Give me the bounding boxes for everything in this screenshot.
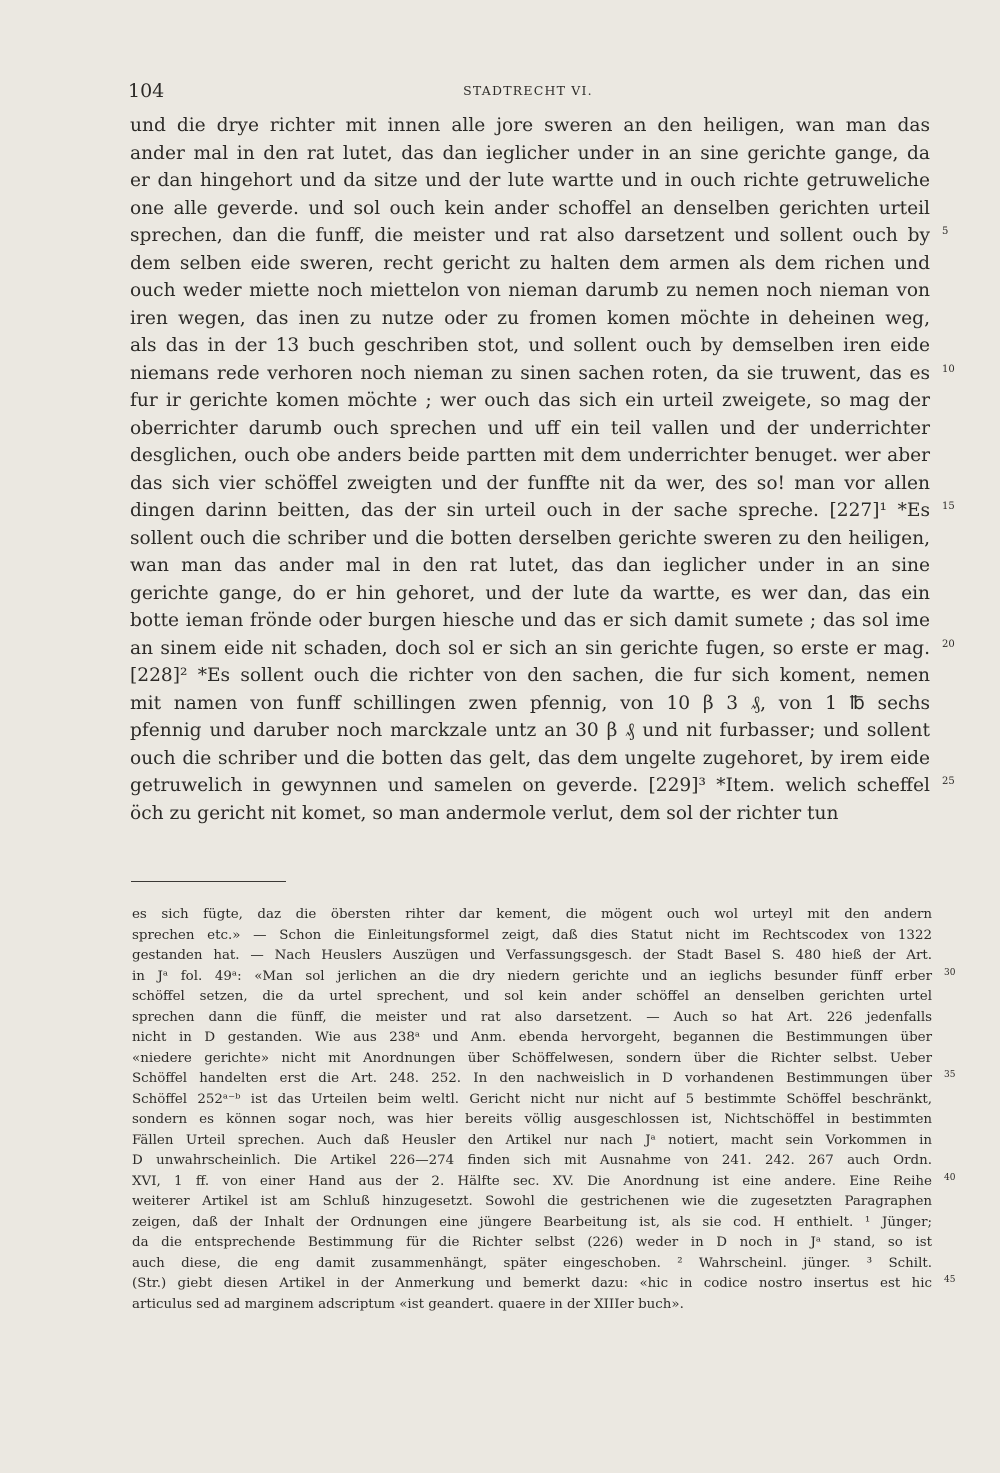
body-line <box>130 167 930 195</box>
body-line-text: ouch die schriber und die botten das gelt, das dem ungelte zugehoret, by irem eide <box>130 747 930 769</box>
body-line <box>130 662 930 690</box>
footnote-line <box>132 1274 956 1295</box>
body-line <box>130 305 930 333</box>
footnote-line-text: sprechen dann die fünff, die meister und rat also darsetzent. — Auch so hat Art. 226 jedenfalls <box>132 1009 932 1025</box>
body-line <box>130 745 930 773</box>
body-line <box>130 387 930 415</box>
body-line <box>130 525 930 553</box>
footnote-line-text: D unwahrscheinlich. Die Artikel 226—274 finden sich mit Ausnahme von 241. 242. 267 auch Ordn. <box>132 1153 932 1168</box>
footnote-line <box>132 946 932 967</box>
footnote-line <box>132 1008 932 1029</box>
footnote-line-text: «niedere gerichte» nicht mit Anordnungen über Schöffelwesen, sondern über die Richter selbst. Ueber <box>132 1050 932 1066</box>
body-line-text: [228]² *Es sollent ouch die richter von den sachen, die fur sich koment, nemen <box>130 665 930 686</box>
footnote-line-text: in Jᵃ fol. 49ᵃ: «Man sol jerlichen an die dry niedern gerichte und an ieglichs besunder fünff erber <box>132 968 932 984</box>
body-line-text: desglichen, ouch obe anders beide partten mit dem underrichter benuget. wer aber <box>130 445 930 466</box>
footnote-line-text: Fällen Urteil sprechen. Auch daß Heusler den Artikel nur nach Jᵃ notiert, macht sein Vorkommen in <box>132 1132 932 1148</box>
footnote-line-text: sprechen etc.» — Schon die Einleitungsformel zeigt, daß dies Statut nicht im Rechtscodex von 1322 <box>132 927 932 943</box>
body-line <box>130 800 930 828</box>
body-line <box>130 332 930 360</box>
footnote-line-text: Schöffel 252ᵃ⁻ᵇ ist das Urteilen beim weltl. Gericht nicht nur nicht auf 5 bestimmte Schöffel beschränkt, <box>132 1091 932 1107</box>
footnote-line <box>132 1151 932 1172</box>
margin-line-number: 10 <box>942 363 955 375</box>
body-line-text: gerichte gange, do er hin gehoret, und der lute da wartte, es wer dan, das ein <box>130 582 930 604</box>
footnote-line <box>132 1069 956 1090</box>
body-line <box>130 470 930 498</box>
body-line-text: oberrichter darumb ouch sprechen und uff ein teil vallen und der underrichter <box>130 417 930 439</box>
footnote-line <box>132 1192 932 1213</box>
body-line-text: an sinem eide nit schaden, doch sol er sich an sin gerichte fugen, so erste er mag. <box>130 637 930 659</box>
running-title: STADTRECHT VI. <box>463 83 593 98</box>
margin-line-number: 25 <box>942 776 955 787</box>
footnote-line-text: schöffel setzen, die da urtel sprechent, und sol kein ander schöffel an denselben gerichten urtel <box>132 989 932 1004</box>
margin-line-number: 5 <box>942 226 949 237</box>
footnote-line-text: gestanden hat. — Nach Heuslers Auszügen und Verfassungsgesch. der Stadt Basel S. 480 hieß der Art. <box>132 948 932 963</box>
footnote-line <box>132 1213 932 1234</box>
footnote-line-text: Schöffel handelten erst die Art. 248. 252. In den nachweislich in D vorhandenen Bestimmungen über <box>132 1071 932 1086</box>
body-line-text: ouch weder miette noch miettelon von nieman darumb zu nemen noch nieman von <box>130 280 930 301</box>
body-line-text: er dan hingehort und da sitze und der lute wartte und in ouch richte getruweliche <box>130 170 930 191</box>
body-line-text: pfennig und daruber noch marckzale untz an 30 β ₰ und nit furbasser; und sollent <box>130 720 930 741</box>
footnote-line <box>132 1295 932 1316</box>
body-line <box>130 442 930 470</box>
margin-line-number: 40 <box>944 1172 956 1183</box>
body-line-text: und die drye richter mit innen alle jore sweren an den heiligen, wan man das <box>130 115 930 136</box>
body-line-text: botte ieman frönde oder burgen hiesche und das er sich damit sumete ; das sol ime <box>130 610 930 631</box>
footnote-line-text: da die entsprechende Bestimmung für die Richter selbst (226) weder in D noch in Jᵃ stand, so ist <box>132 1235 932 1250</box>
footnote-line <box>132 1028 932 1049</box>
body-line <box>130 772 955 800</box>
body-line-text: dem selben eide sweren, recht gericht zu halten dem armen als dem richen und <box>130 252 930 274</box>
body-line <box>130 112 930 140</box>
margin-line-number: 30 <box>944 967 956 978</box>
footnote-line-text: zeigen, daß der Inhalt der Ordnungen eine jüngere Bearbeitung ist, als sie cod. H enthielt. ¹ Jünger; <box>132 1214 932 1230</box>
body-line-text: wan man das ander mal in den rat lutet, das dan ieglicher under in an sine <box>130 555 930 576</box>
body-line-text: fur ir gerichte komen möchte ; wer ouch das sich ein urteil zweigete, so mag der <box>130 390 930 411</box>
footnote-line-text: articulus sed ad marginem adscriptum «ist geandert. quaere in der XIIIer buch». <box>132 1296 684 1312</box>
footnote-line-text: es sich fügte, daz die öbersten rihter dar kement, die mögent ouch wol urteyl mit den andern <box>132 907 932 922</box>
footnotes <box>132 905 956 1315</box>
body-line <box>130 552 930 580</box>
body-line-text: ander mal in den rat lutet, das dan ieglicher under in an sine gerichte gange, da <box>130 142 930 164</box>
body-line <box>130 277 930 305</box>
body-line-text: sollent ouch die schriber und die botten derselben gerichte sweren zu den heiligen, <box>130 527 930 549</box>
footnote-line <box>132 926 932 947</box>
body-line <box>130 497 955 525</box>
footnote-line <box>132 1110 932 1131</box>
page-number: 104 <box>128 80 165 102</box>
body-line-text: niemans rede verhoren noch nieman zu sinen sachen roten, da sie truwent, das es <box>130 362 930 384</box>
footnote-line-text: auch diese, die eng damit zusammenhängt, später eingeschoben. ² Wahrscheinl. jünger. ³ Schilt. <box>132 1255 932 1271</box>
footnote-line-text: weiterer Artikel ist am Schluß hinzugesetzt. Sowohl die gestrichenen wie die zugesetzten Paragraphen <box>132 1194 932 1209</box>
footnote-line <box>132 987 932 1008</box>
footnote-line <box>132 905 932 926</box>
body-line <box>130 250 930 278</box>
body-line-text: iren wegen, das inen zu nutze oder zu fromen komen möchte in deheinen weg, <box>130 307 930 329</box>
body-line <box>130 360 955 388</box>
margin-line-number: 15 <box>942 501 955 512</box>
footnote-line <box>132 1233 932 1254</box>
body-line <box>130 222 949 250</box>
body-line-text: sprechen, dan die funff, die meister und rat also darsetzent und sollent ouch by <box>130 225 930 246</box>
body-line <box>130 690 930 718</box>
footnote-line <box>132 1090 932 1111</box>
body-line <box>130 717 930 745</box>
main-text <box>130 112 955 827</box>
body-line <box>130 415 930 443</box>
body-line-text: als das in der 13 buch geschriben stot, und sollent ouch by demselben iren eide <box>130 335 930 356</box>
footnote-line-text: XVI, 1 ff. von einer Hand aus der 2. Hälfte sec. XV. Die Anordnung ist eine andere. Eine Reihe <box>132 1173 932 1189</box>
margin-line-number: 45 <box>944 1275 956 1285</box>
body-line-text: dingen darinn beitten, das der sin urteil ouch in der sache spreche. [227]¹ *Es <box>130 500 930 521</box>
body-line-text: getruwelich in gewynnen und samelen on geverde. [229]³ *Item. welich scheffel <box>130 775 930 796</box>
footnote-separator <box>131 881 286 882</box>
page-header <box>128 80 928 104</box>
footnote-line <box>132 1254 932 1275</box>
footnote-line <box>132 1049 932 1070</box>
body-line <box>130 140 930 168</box>
body-line-text: one alle geverde. und sol ouch kein ander schoffel an denselben gerichten urteil <box>130 197 930 219</box>
body-line-text: öch zu gericht nit komet, so man andermole verlut, dem sol der richter tun <box>130 802 839 824</box>
body-line <box>130 195 930 223</box>
body-line-text: mit namen von funff schillingen zwen pfennig, von 10 β 3 ₰, von 1 ℔ sechs <box>130 692 930 714</box>
body-line <box>130 580 930 608</box>
body-line <box>130 635 955 663</box>
footnote-line <box>132 1172 956 1193</box>
footnote-line <box>132 1131 932 1152</box>
margin-line-number: 20 <box>942 638 955 650</box>
margin-line-number: 35 <box>944 1070 956 1080</box>
footnote-line-text: sondern es können sogar noch, was hier bereits völlig ausgeschlossen ist, Nichtschöffel in bestimmten <box>132 1112 932 1127</box>
body-line <box>130 607 930 635</box>
footnote-line-text: nicht in D gestanden. Wie aus 238ᵃ und Anm. ebenda hervorgeht, begannen die Bestimmungen über <box>132 1030 932 1045</box>
footnote-line <box>132 967 956 988</box>
footnote-line-text: (Str.) giebt diesen Artikel in der Anmerkung und bemerkt dazu: «hic in codice nostro insertus est hic <box>132 1276 932 1291</box>
body-line-text: das sich vier schöffel zweigten und der funffte nit da wer, des so! man vor allen <box>130 472 930 494</box>
